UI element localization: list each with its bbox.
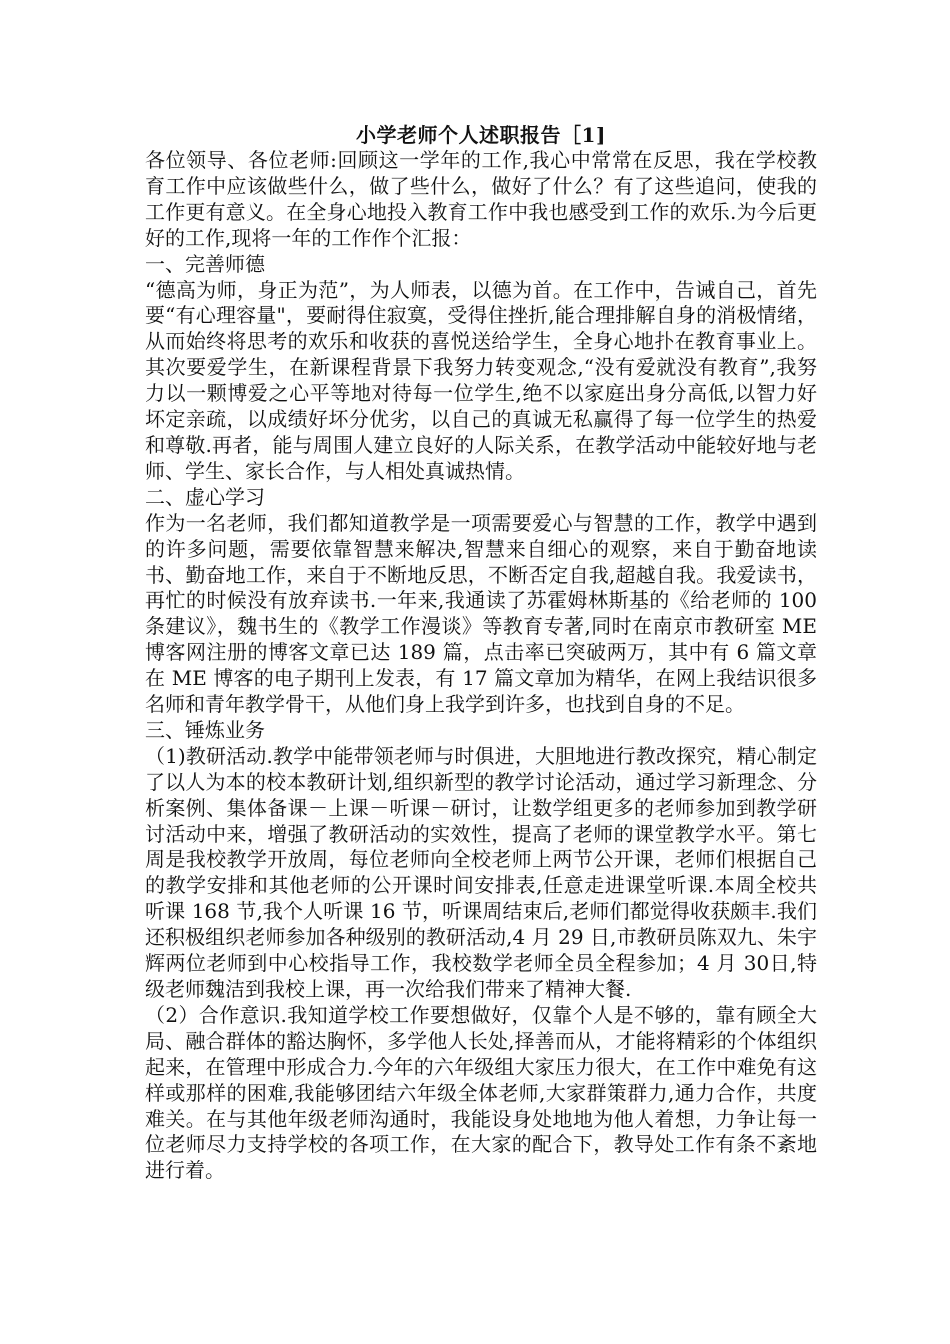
section-item-research: （1)教研活动.教学中能带领老师与时俱进，大胆地进行教改探究，精心制定了以人为本的校本教研计划,组织新型的教学讨论活动，通过学习新理念、分析案例、集体备课－上课－听课－研讨，让数学组更多的老师参加到教学研讨活动中来，增强了教研活动的实效性，提高了老师的课堂教学水平。第七周是我校教学开放周，每位老师向全校老师上两节公开课，老师们根据自己的教学安排和其他老师的公开课时间安排表,任意走进课堂听课.本周全校共听课 168 节,我个人听课 16 节，听课周结束后,老师们都觉得收获颇丰.我们还积极组织老师参加各种级别的教研活动,4 月 29 日,市教研员陈双九、朱宇辉两位老师到中心校指导工作，我校数学老师全员全程参加；4 月 30日,特级老师魏洁到我校上课，再一次给我们带来了精神大餐.: [145, 743, 817, 1001]
section-item-cooperation: （2）合作意识.我知道学校工作要想做好，仅靠个人是不够的，靠有顾全大局、融合群体的豁达胸怀，多学他人长处,择善而从，才能将精彩的个体组织起来，在管理中形成合力.今年的六年级组大家压力很大，在工作中难免有这样或那样的困难,我能够团结六年级全体老师,大家群策群力,通力合作，共度难关。在与其他年级老师沟通时，我能设身处地地为他人着想，力争让每一位老师尽力支持学校的各项工作，在大家的配合下，教导处工作有条不紊地进行着。: [145, 1002, 817, 1183]
section-heading-practice: 三、锤炼业务: [145, 717, 265, 742]
section-body-ethics: “德高为师，身正为范”，为人师表，以德为首。在工作中，告诫自己，首先要“有心理容量"，要耐得住寂寞，受得住挫折,能合理排解自身的消极情绪，从而始终将思考的欢乐和收获的喜悦送给学生，全身心地扑在教育事业上。其次要爱学生，在新课程背景下我努力转变观念,“没有爱就没有教育”,我努力以一颗博爱之心平等地对待每一位学生,绝不以家庭出身分高低,以智力好坏定亲疏，以成绩好坏分优劣，以自己的真诚无私赢得了每一位学生的热爱和尊敬.再者，能与周围人建立良好的人际关系，在教学活动中能较好地与老师、学生、家长合作，与人相处真诚热情。: [145, 277, 817, 483]
document-body: [145, 122, 817, 1184]
document-title: 小学老师个人述职报告［1]: [356, 123, 606, 147]
section-heading-ethics: 一、完善师德: [145, 251, 265, 276]
section-heading-learning: 二、虚心学习: [145, 484, 265, 509]
section-body-learning: 作为一名老师，我们都知道教学是一项需要爱心与智慧的工作，教学中遇到的许多问题，需要依靠智慧来解决,智慧来自细心的观察，来自于勤奋地读书、勤奋地工作，来自于不断地反思，不断否定自我,超越自我。我爱读书，再忙的时候没有放弃读书.一年来,我通读了苏霍姆林斯基的《给老师的 100 条建议》，魏书生的《教学工作漫谈》等教育专著,同时在南京市教研室 ME 博客网注册的博客文章已达 189 篇，点击率已突破两万，其中有 6 篇文章在 ME 博客的电子期刊上发表，有 17 篇文章加为精华，在网上我结识很多名师和青年教学骨干，从他们身上我学到许多，也找到自身的不足。: [145, 510, 817, 717]
intro-paragraph: 各位领导、各位老师:回顾这一学年的工作,我心中常常在反思，我在学校教育工作中应该做些什么，做了些什么，做好了什么？有了这些追问，使我的工作更有意义。在全身心地投入教育工作中我也感受到工作的欢乐.为今后更好的工作,现将一年的工作作个汇报：: [145, 148, 817, 250]
